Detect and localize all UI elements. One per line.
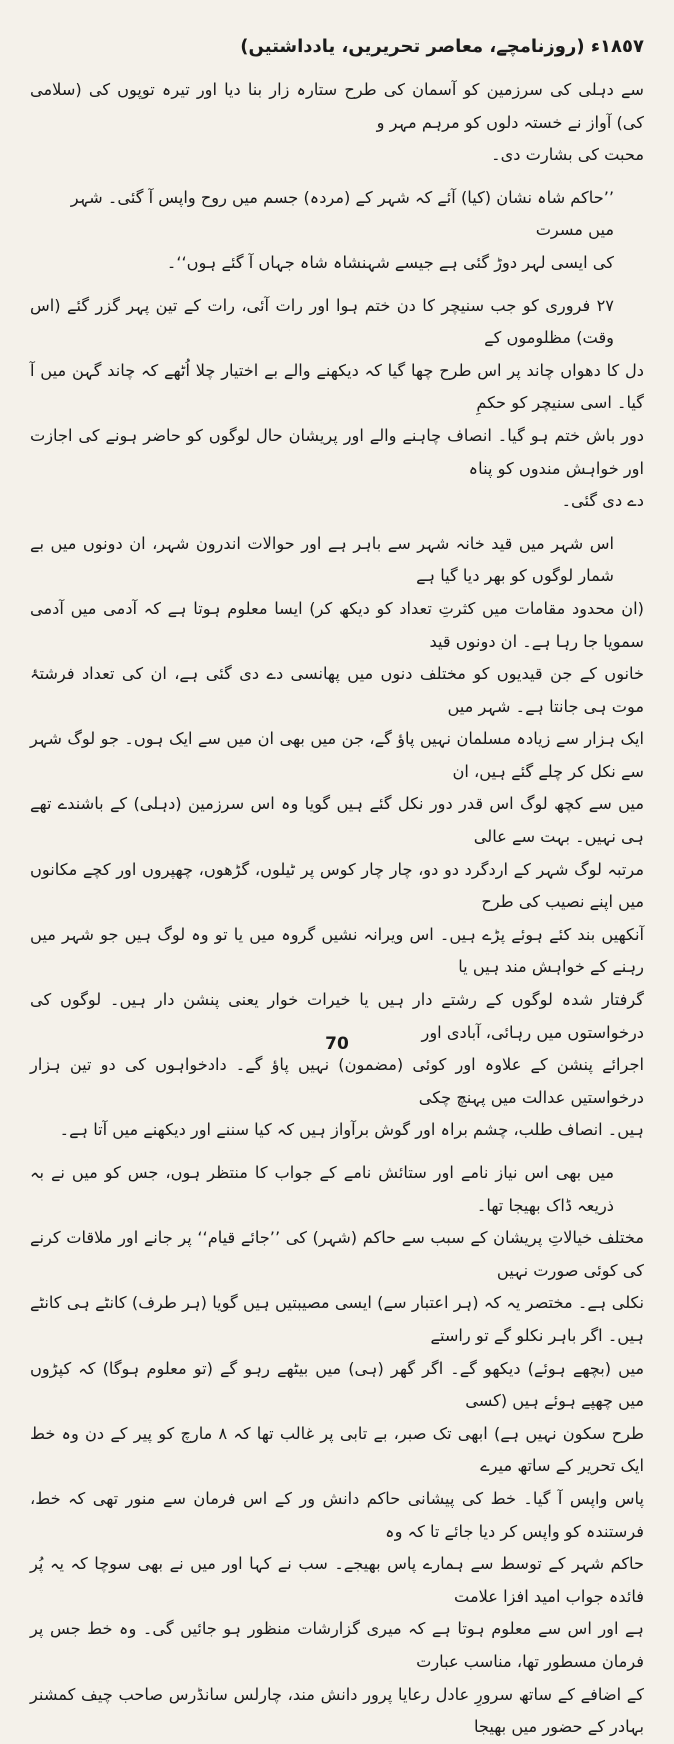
text-line: نکلی ہے۔ مختصر یہ کہ (ہر اعتبار سے) ایسی مصیبتیں ہیں گویا (ہر طرف) کانٹے ہی کانٹے ہیں۔ اگر باہر نکلو گے تو راستے	[30, 1293, 644, 1345]
text-line: اجرائے پنشن کے علاوہ اور کوئی (مضمون) نہیں پاؤ گے۔ دادخواہوں کی دو تین ہزار درخواستیں عدالت میں پہنچ چکی	[30, 1055, 644, 1107]
text-line: گرفتار شدہ لوگوں کے رشتے دار ہیں یا خیرات خوار یعنی پنشن دار ہیں۔ لوگوں کی درخواستوں میں رہائی، آبادی اور	[30, 990, 644, 1042]
page-number: 70	[325, 1034, 349, 1054]
text-line: سے دہلی کی سرزمین کو آسمان کی طرح ستارہ زار بنا دیا اور تیرہ توپوں کی (سلامی کی) آواز نے خستہ دلوں کو مرہم مہر و	[30, 80, 644, 132]
text-line: دل کا دھواں چاند پر اس طرح چھا گیا کہ دیکھنے والے بے اختیار چلا اُٹھے کہ چاند گہن میں آ گیا۔ اسی سنیچر کو حکمِ	[30, 360, 644, 413]
quotation-block	[30, 182, 644, 280]
text-line: ۲۷ فروری کو جب سنیچر کا دن ختم ہوا اور رات آئی، رات کے تین پہر گزر گئے (اس وقت) مظلوموں کے	[30, 295, 614, 348]
text-line: ’’حاکم شاہ نشان (کیا) آئے کہ شہر کے (مردہ) جسم میں روح واپس آ گئی۔ شہر میں مسرت	[70, 187, 614, 240]
text-line: (ان محدود مقامات میں کثرتِ تعداد کو دیکھ کر) ایسا معلوم ہوتا ہے کہ آدمی میں آدمی سمویا جا رہا ہے۔ ان دونوں قید	[30, 598, 644, 651]
running-header: ١٨٥٧ء (روزنامچے، معاصر تحریریں، یادداشتیں)	[240, 36, 644, 57]
text-line: ایک ہزار سے زیادہ مسلمان نہیں پاؤ گے، جن میں بھی ان میں سے ایک ہوں۔ جو لوگ شہر سے نکل کر چلے گئے ہیں، ان	[30, 729, 644, 781]
text-line: مرتبہ لوگ شہر کے اردگرد دو دو، چار چار کوس پر ٹیلوں، گڑھوں، چھپروں اور کچے مکانوں میں اپنے نصیب کی طرح	[30, 859, 644, 912]
text-line: کی ایسی لہر دوڑ گئی ہے جیسے شہنشاہ شاہ جہاں آ گئے ہوں‘‘۔	[166, 252, 614, 272]
text-line: مختلف خیالاتِ پریشان کے سبب سے حاکم (شہر) کی ’’جائے قیام‘‘ پر جانے اور ملاقات کرنے کی کوئی صورت نہیں	[30, 1228, 644, 1280]
text-line: اس شہر میں قید خانہ شہر سے باہر ہے اور حوالات اندرون شہر، ان دونوں میں بے شمار لوگوں کو بھر دیا گیا ہے	[30, 533, 614, 586]
text-line: حاکم شہر کے توسط سے ہمارے پاس بھیجے۔ سب نے کہا اور میں نے بھی سوچا کہ یہ پُر فائدہ جواب امید افزا علامت	[30, 1554, 644, 1606]
text-line: آنکھیں بند کئے ہوئے پڑے ہیں۔ اس ویرانہ نشیں گروہ میں یا تو وہ لوگ ہیں جو شہر میں رہنے کے خواہش مند ہیں یا	[30, 924, 644, 977]
paragraph	[30, 290, 644, 518]
text-line: دے دی گئی۔	[561, 491, 644, 511]
text-line: محبت کی بشارت دی۔	[491, 145, 644, 165]
text-line: خانوں کے جن قیدیوں کو مختلف دنوں میں پھانسی دے دی گئی ہے، ان کی تعداد فرشتۂ موت ہی جانتا ہے۔ شہر میں	[30, 664, 644, 716]
text-line: میں (بچھے ہوئے) دیکھو گے۔ اگر گھر (ہی) میں بیٹھے رہو گے (تو معلوم ہوگا) کہ کپڑوں میں چھپے ہوئے ہیں (کسی	[30, 1358, 644, 1411]
text-line: ہیں۔ انصاف طلب، چشم براہ اور گوش برآواز ہیں کہ کیا سننے اور دیکھنے میں آتا ہے۔	[59, 1120, 644, 1140]
text-line: کے اضافے کے ساتھ سرورِ عادل رعایا پرور دانش مند، چارلس سانڈرس صاحب چیف کمشنر بہادر کے حضور میں بھیجا	[30, 1684, 644, 1737]
paragraph	[30, 74, 644, 172]
text-line: میں سے کچھ لوگ اس قدر دور نکل گئے ہیں گویا وہ اس سرزمین (دہلی) کے باشندے تھے ہی نہیں۔ بہت سے عالی	[30, 794, 644, 847]
text-line: پاس واپس آ گیا۔ خط کی پیشانی حاکم دانش ور کے اس فرمان سے منور تھی کہ خط، فرستندہ کو واپس کر دیا جائے تا کہ وہ	[30, 1488, 644, 1541]
paragraph	[30, 1157, 644, 1744]
page-body	[30, 74, 644, 1744]
text-line: ہے اور اس سے معلوم ہوتا ہے کہ میری گزارشات منظور ہو جائیں گی۔ وہ خط جس پر فرمان مسطور تھا، مناسب عبارت	[30, 1619, 644, 1671]
text-line: میں بھی اس نیاز نامے اور ستائش نامے کے جواب کا منتظر ہوں، جس کو میں نے بہ ذریعہ ڈاک بھیجا تھا۔	[30, 1163, 614, 1215]
text-line: طرح سکون نہیں ہے) ابھی تک صبر، بے تابی پر غالب تھا کہ ۸ مارچ کو پیر کے دن وہ خط ایک تحریر کے ساتھ میرے	[30, 1423, 644, 1476]
text-line: دور باش ختم ہو گیا۔ انصاف چاہنے والے اور پریشان حال لوگوں کو حاضر ہونے کی اجازت اور خواہش مندوں کو پناہ	[30, 425, 644, 478]
paragraph	[30, 528, 644, 1147]
